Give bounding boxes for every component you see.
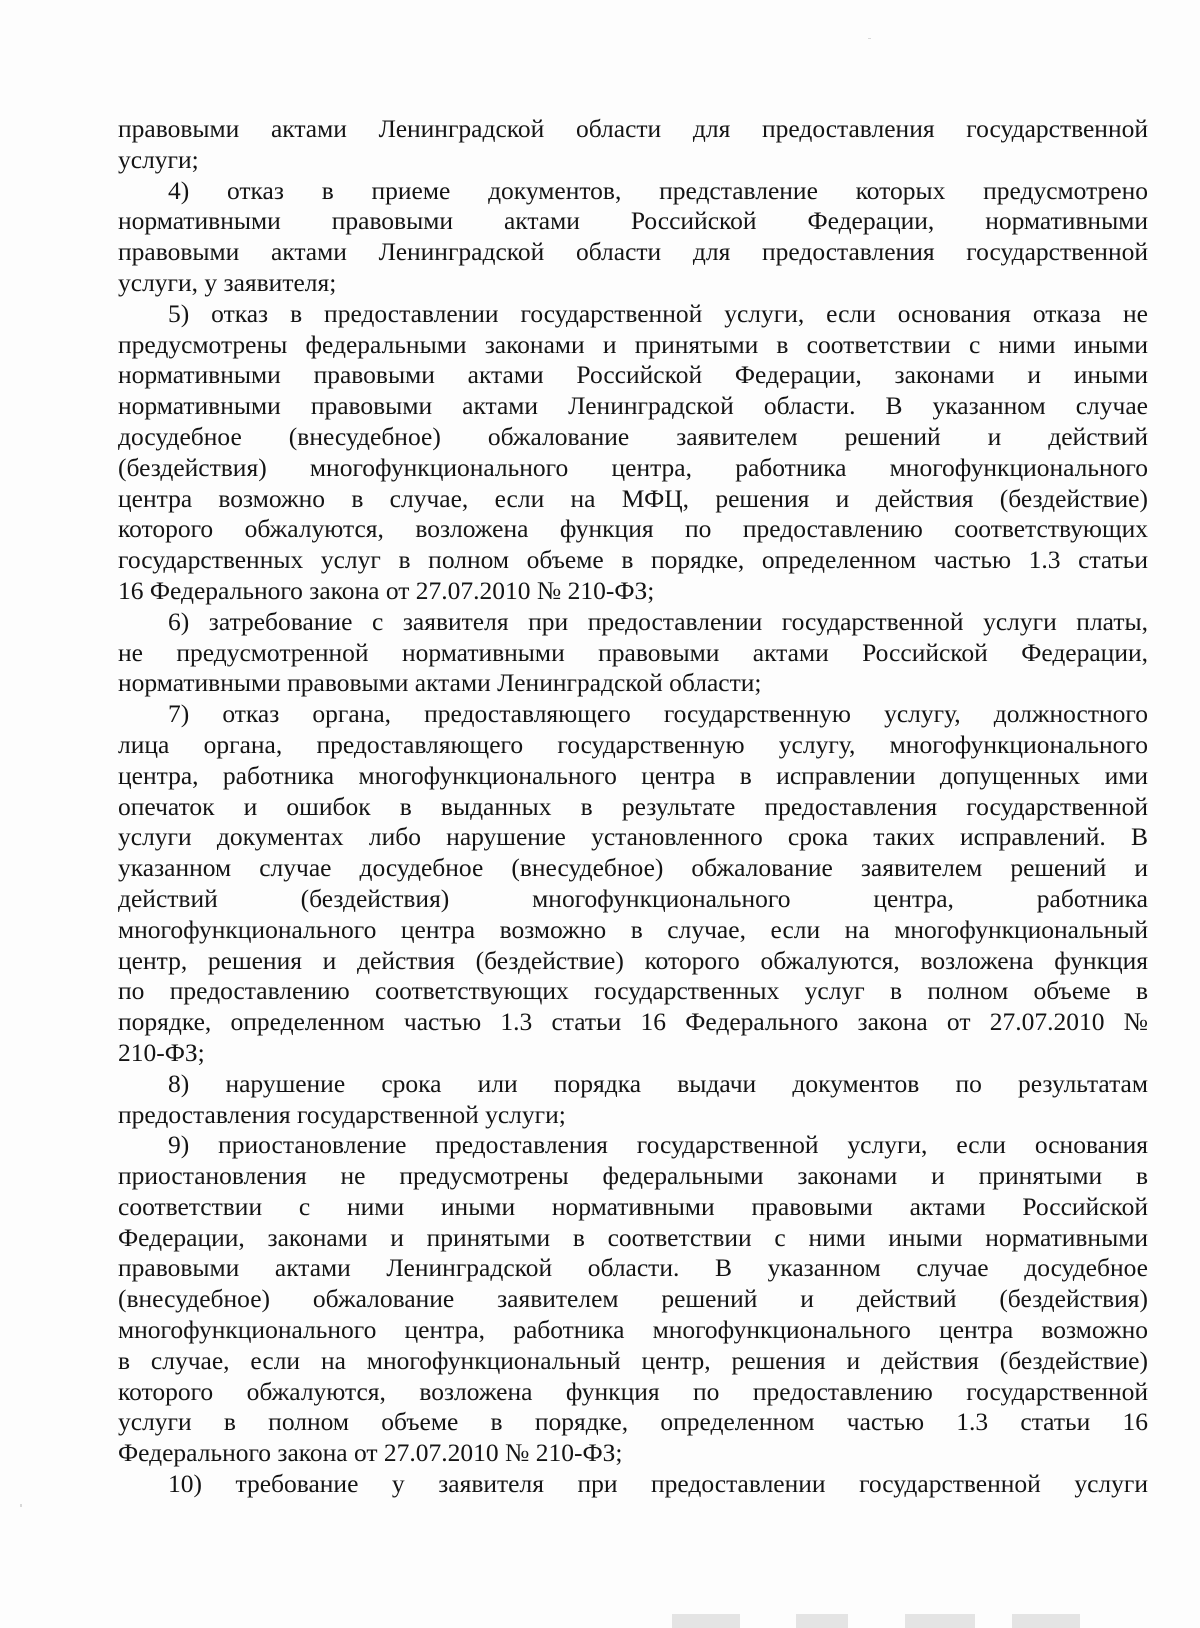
- text-line: многофункционального центра возможно в случае, если на многофункциональный: [118, 914, 1148, 944]
- text-line: правовыми актами Ленинградской области для предоставления государственной: [118, 237, 1148, 267]
- text-line: досудебное (внесудебное) обжалование заявителем решений и действий: [118, 421, 1148, 451]
- document-body: [118, 114, 1148, 1500]
- text-line: центр, решения и действия (бездействие) которого обжалуются, возложена функция: [118, 945, 1148, 975]
- text-line: которого обжалуются, возложена функция по предоставлению государственной: [118, 1376, 1148, 1406]
- scan-speck: [868, 38, 871, 39]
- text-line: нормативными правовыми актами Российской Федерации, законами и иными: [118, 360, 1148, 390]
- list-item-6-line: 6) затребование с заявителя при предоставлении государственной услуги платы,: [168, 606, 1148, 636]
- scan-speck: [20, 1504, 22, 1507]
- text-line: нормативными правовыми актами Ленинградской области;: [118, 668, 762, 698]
- list-item-8-line: 8) нарушение срока или порядка выдачи документов по результатам: [168, 1068, 1148, 1098]
- text-line: услуги, у заявителя;: [118, 267, 337, 297]
- list-item-4-line: 4) отказ в приеме документов, представление которых предусмотрено: [168, 175, 1148, 205]
- list-item-9-line: 9) приостановление предоставления государственной услуги, если основания: [168, 1130, 1148, 1160]
- text-line: порядке, определенном частью 1.3 статьи 16 Федерального закона от 27.07.2010 №: [118, 1007, 1148, 1037]
- text-line: которого обжалуются, возложена функция по предоставлению соответствующих: [118, 514, 1148, 544]
- text-line: предоставления государственной услуги;: [118, 1099, 566, 1129]
- text-line: правовыми актами Ленинградской области. В указанном случае досудебное: [118, 1253, 1148, 1283]
- scan-artifact: [796, 1614, 848, 1628]
- list-item-7-line: 7) отказ органа, предоставляющего государственную услугу, должностного: [168, 699, 1148, 729]
- text-line: лица органа, предоставляющего государственную услугу, многофункционального: [118, 729, 1148, 759]
- scan-artifact: [672, 1614, 740, 1628]
- text-line: нормативными правовыми актами Ленинградской области. В указанном случае: [118, 391, 1148, 421]
- text-line: услуги;: [118, 144, 199, 174]
- text-line: действий (бездействия) многофункционального центра, работника: [118, 883, 1148, 913]
- text-line: центра, работника многофункционального центра в исправлении допущенных ими: [118, 760, 1148, 790]
- text-line: правовыми актами Ленинградской области для предоставления государственной: [118, 114, 1148, 143]
- text-line: нормативными правовыми актами Российской Федерации, нормативными: [118, 206, 1148, 236]
- text-line: указанном случае досудебное (внесудебное) обжалование заявителем решений и: [118, 853, 1148, 883]
- text-line: в случае, если на многофункциональный центр, решения и действия (бездействие): [118, 1345, 1148, 1375]
- text-line: соответствии с ними иными нормативными правовыми актами Российской: [118, 1191, 1148, 1221]
- text-line: не предусмотренной нормативными правовыми актами Российской Федерации,: [118, 637, 1148, 667]
- text-line: услуги в полном объеме в порядке, определенном частью 1.3 статьи 16: [118, 1407, 1148, 1437]
- text-line: 16 Федерального закона от 27.07.2010 № 210-ФЗ;: [118, 575, 655, 605]
- text-line: услуги документах либо нарушение установленного срока таких исправлений. В: [118, 822, 1148, 852]
- text-line: опечаток и ошибок в выданных в результате предоставления государственной: [118, 791, 1148, 821]
- text-line: предусмотрены федеральными законами и принятыми в соответствии с ними иными: [118, 329, 1148, 359]
- text-line: (внесудебное) обжалование заявителем решений и действий (бездействия): [118, 1284, 1148, 1314]
- text-line: приостановления не предусмотрены федеральными законами и принятыми в: [118, 1161, 1148, 1191]
- text-line: Федерального закона от 27.07.2010 № 210-ФЗ;: [118, 1438, 623, 1468]
- scan-artifact: [905, 1614, 975, 1628]
- text-line: (бездействия) многофункционального центра, работника многофункционального: [118, 452, 1148, 482]
- text-line: государственных услуг в полном объеме в порядке, определенном частью 1.3 статьи: [118, 545, 1148, 575]
- scan-artifact: [1012, 1614, 1080, 1628]
- text-line: многофункционального центра, работника многофункционального центра возможно: [118, 1315, 1148, 1345]
- list-item-5-line: 5) отказ в предоставлении государственной услуги, если основания отказа не: [168, 298, 1148, 328]
- text-line: Федерации, законами и принятыми в соответствии с ними иными нормативными: [118, 1222, 1148, 1252]
- text-line: по предоставлению соответствующих государственных услуг в полном объеме в: [118, 976, 1148, 1006]
- list-item-10-line: 10) требование у заявителя при предоставлении государственной услуги: [168, 1469, 1148, 1499]
- text-line: 210-ФЗ;: [118, 1037, 205, 1067]
- text-line: центра возможно в случае, если на МФЦ, решения и действия (бездействие): [118, 483, 1148, 513]
